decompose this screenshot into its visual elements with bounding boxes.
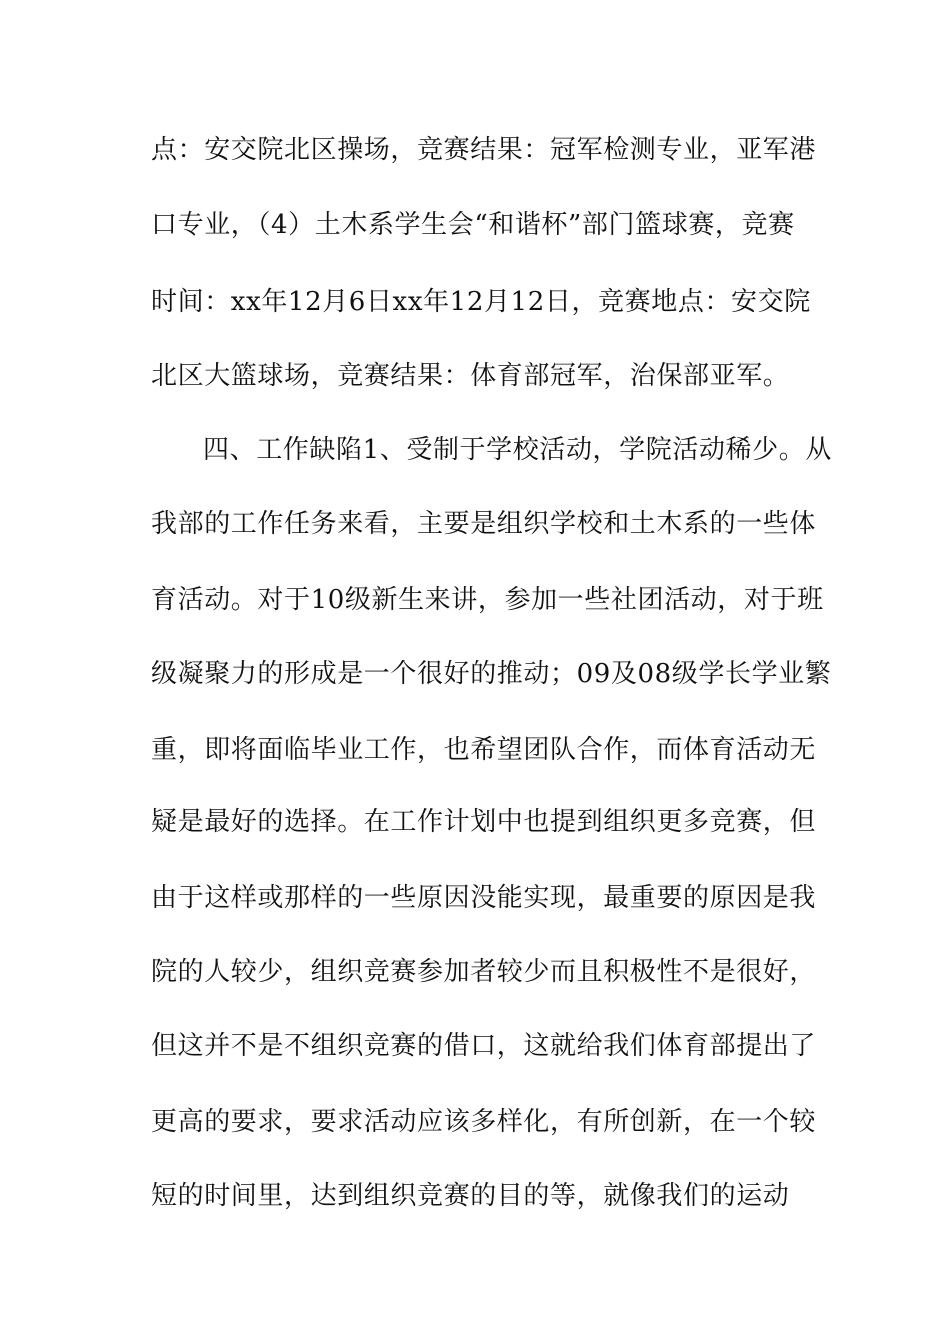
paragraph-first-line: 四、工作缺陷1、受制于学校活动，学院活动稀少。从 xyxy=(203,435,832,465)
text-line: 我部的工作任务来看，主要是组织学校和土木系的一些体 xyxy=(151,509,817,539)
text-line: 时间：xx年12月6日xx年12月12日，竞赛地点：安交院 xyxy=(151,287,811,317)
text-line: 疑是最好的选择。在工作计划中也提到组织更多竞赛，但 xyxy=(151,807,817,837)
text-line: 北区大篮球场，竞赛结果：体育部冠军，治保部亚军。 xyxy=(151,361,790,391)
text-line: 由于这样或那样的一些原因没能实现，最重要的原因是我 xyxy=(151,883,817,913)
text-line: 院的人较少，组织竞赛参加者较少而且积极性不是很好， xyxy=(151,957,817,987)
text-line: 更高的要求，要求活动应该多样化，有所创新，在一个较 xyxy=(151,1107,817,1137)
text-line: 口专业，（4）土木系学生会“和谐杯”部门篮球赛，竞赛 xyxy=(151,210,795,240)
text-line: 但这并不是不组织竞赛的借口，这就给我们体育部提出了 xyxy=(151,1031,817,1061)
text-line: 短的时间里，达到组织竞赛的目的等，就像我们的运动 xyxy=(151,1181,790,1211)
text-line: 重，即将面临毕业工作，也希望团队合作，而体育活动无 xyxy=(151,735,817,765)
text-line: 育活动。对于10级新生来讲，参加一些社团活动，对于班 xyxy=(151,585,824,615)
text-line: 级凝聚力的形成是一个很好的推动；09及08级学长学业繁 xyxy=(151,659,832,689)
text-line: 点：安交院北区操场，竞赛结果：冠军检测专业，亚军港 xyxy=(151,135,817,165)
